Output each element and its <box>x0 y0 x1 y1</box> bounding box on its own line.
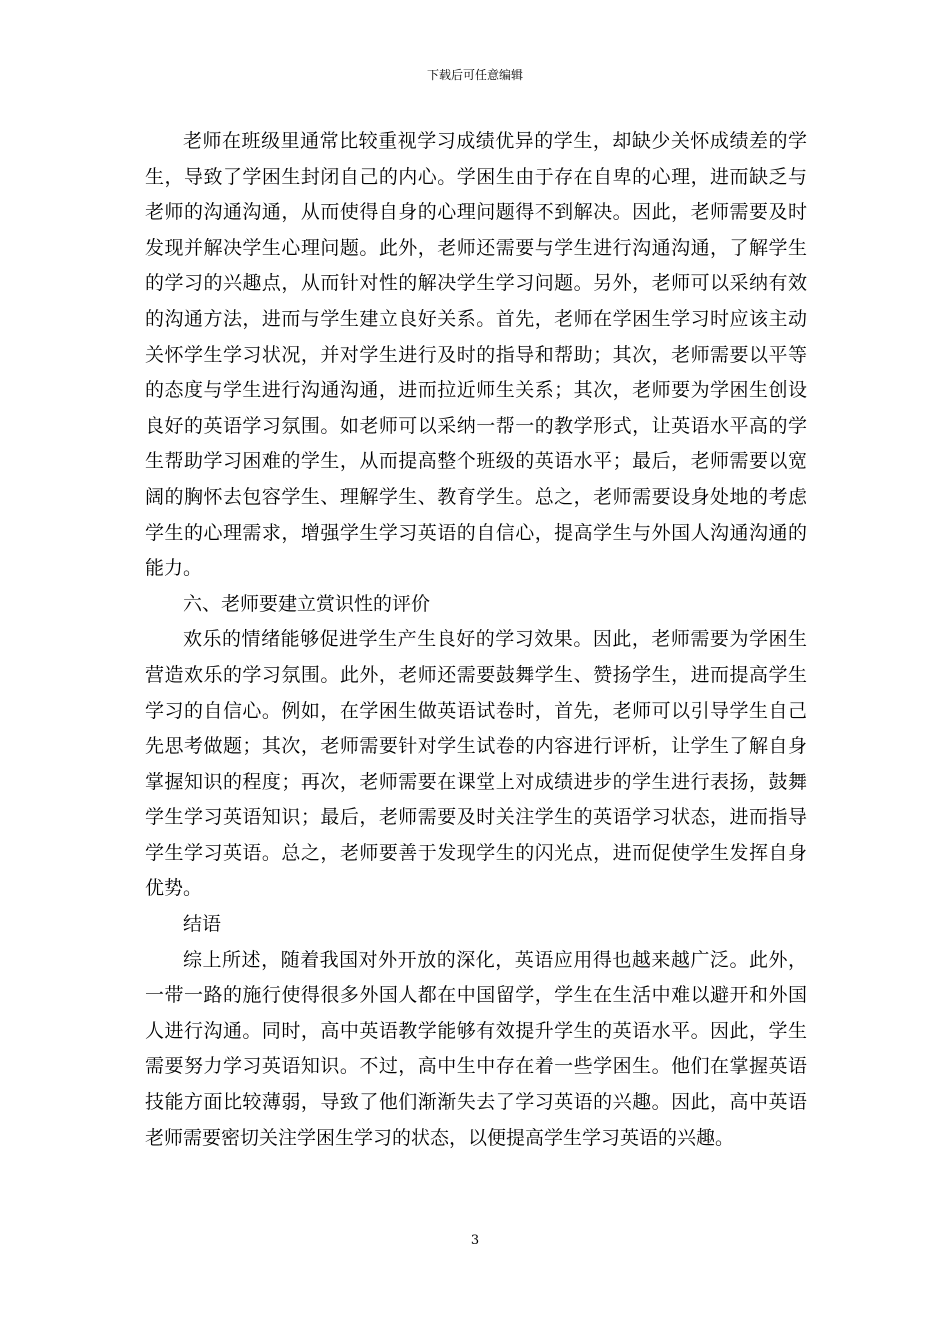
section-heading: 结语 <box>183 913 222 936</box>
page-header: 下载后可任意编辑 <box>426 68 523 82</box>
body-paragraph: 综上所述，随着我国对外开放的深化，英语应用得也越来越广泛。此外，一带一路的施行使得很多外国人都在中国留学，学生在生活中难以避开和外国人进行沟通。同时，高中英语教学能够有效提升学生的英语水平。因此，学生需要努力学习英语知识。不过，高中生中存在着一些学困生。他们在掌握英语技能方面比较薄弱，导致了他们渐渐失去了学习英语的兴趣。因此，高中英语老师需要密切关注学困生学习的状态，以便提高学生学习英语的兴趣。 <box>145 948 807 1149</box>
page-number: 3 <box>470 1233 480 1248</box>
section-heading: 六、老师要建立赏识性的评价 <box>183 592 431 615</box>
body-paragraph: 欢乐的情绪能够促进学生产生良好的学习效果。因此，老师需要为学困生营造欢乐的学习氛围。此外，老师还需要鼓舞学生、赞扬学生，进而提高学生学习的自信心。例如，在学困生做英语试卷时，首先，老师可以引导学生自己先思考做题；其次，老师需要针对学生试卷的内容进行评析，让学生了解自身掌握知识的程度；再次，老师需要在课堂上对成绩进步的学生进行表扬，鼓舞学生学习英语知识；最后，老师需要及时关注学生的英语学习状态，进而指导学生学习英语。总之，老师要善于发现学生的闪光点，进而促使学生发挥自身优势。 <box>145 628 807 900</box>
document-body <box>145 124 807 1156</box>
body-paragraph: 老师在班级里通常比较重视学习成绩优异的学生，却缺少关怀成绩差的学生，导致了学困生封闭自己的内心。学困生由于存在自卑的心理，进而缺乏与老师的沟通沟通，从而使得自身的心理问题得不到解决。因此，老师需要及时发现并解决学生心理问题。此外，老师还需要与学生进行沟通沟通，了解学生的学习的兴趣点，从而针对性的解决学生学习问题。另外，老师可以采纳有效的沟通方法，进而与学生建立良好关系。首先，老师在学困生学习时应该主动关怀学生学习状况，并对学生进行及时的指导和帮助；其次，老师需要以平等的态度与学生进行沟通沟通，进而拉近师生关系；其次，老师要为学困生创设良好的英语学习氛围。如老师可以采纳一帮一的教学形式，让英语水平高的学生帮助学习困难的学生，从而提高整个班级的英语水平；最后，老师需要以宽阔的胸怀去包容学生、理解学生、教育学生。总之，老师需要设身处地的考虑学生的心理需求，增强学生学习英语的自信心，提高学生与外国人沟通沟通的能力。 <box>145 130 807 580</box>
